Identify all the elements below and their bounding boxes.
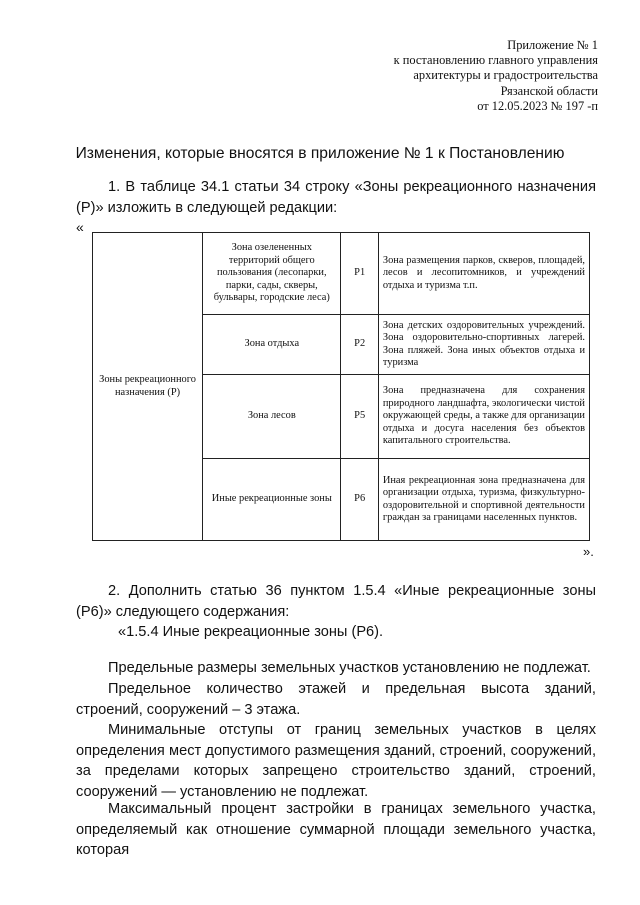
header-line: к постановлению главного управления	[393, 53, 598, 68]
body-paragraph: Предельные размеры земельных участков установлению не подлежат.	[108, 660, 591, 676]
zone-name-cell: Зона отдыха	[203, 315, 341, 375]
body-paragraph: Максимальный процент застройки в границах земельного участка, определяемый как отношение суммарной площади земельного участка, которая	[76, 801, 596, 858]
zone-desc-cell: Зона детских оздоровительных учреждений. Зона оздоровительно-спортивных лагерей. Зона пляжей. Зона иных объектов отдыха и туризма	[378, 315, 589, 375]
item-2-paragraph: 2. Дополнить статью 36 пунктом 1.5.4 «Иные рекреационные зоны (Р6)» следующего содержания:	[76, 583, 596, 620]
zone-code-cell: Р1	[341, 233, 378, 315]
header-line: Рязанской области	[500, 83, 598, 98]
zone-code-cell: Р2	[341, 315, 378, 375]
body-paragraph: Минимальные отступы от границ земельных участков в целях определения мест допустимого размещения зданий, строений, сооружений, за пределами которых запрещено строительство зданий, строений, сооружений — установлению не подлежат.	[76, 722, 596, 800]
zone-code-cell: Р5	[341, 375, 378, 459]
table-row	[93, 233, 590, 315]
zone-name-cell: Зона лесов	[203, 375, 341, 459]
header-line: архитектуры и градостроительства	[413, 68, 598, 83]
main-zone-cell: Зоны рекреационного назначения (Р)	[93, 233, 203, 541]
quote-close: ».	[583, 544, 594, 559]
item-1-paragraph: 1. В таблице 34.1 статьи 34 строку «Зоны рекреационного назначения (Р)» изложить в следующей редакции:	[76, 179, 596, 216]
appendix-header	[340, 38, 598, 114]
body-paragraph: Предельное количество этажей и предельная высота зданий, строений, сооружений – 3 этажа.	[76, 681, 596, 718]
zone-desc-cell: Иная рекреационная зона предназначена для организации отдыха, туризма, физкультурно-оздоровительной и спортивной деятельности граждан за границами населенных пунктов.	[378, 459, 589, 541]
zone-name-cell: Зона озелененных территорий общего пользования (лесопарки, парки, сады, скверы, бульвары, городские леса)	[203, 233, 341, 315]
header-line: от 12.05.2023 № 197 -п	[477, 98, 598, 113]
document-title: Изменения, которые вносятся в приложение № 1 к Постановлению	[75, 145, 565, 162]
item-2-subheading: «1.5.4 Иные рекреационные зоны (Р6).	[118, 624, 384, 640]
zone-name-cell: Иные рекреационные зоны	[203, 459, 341, 541]
zone-code-cell: Р6	[341, 459, 378, 541]
quote-open: «	[76, 219, 84, 235]
header-line: Приложение № 1	[507, 38, 598, 52]
zone-desc-cell: Зона размещения парков, скверов, площадей, лесов и лесопитомников, и учреждений отдыха и туризма т.п.	[378, 233, 589, 315]
zone-desc-cell: Зона предназначена для сохранения природного ландшафта, экологически чистой окружающей среды, а также для организации отдыха и досуга населения без объектов капитального строительства.	[378, 375, 589, 459]
zones-table	[92, 232, 590, 541]
